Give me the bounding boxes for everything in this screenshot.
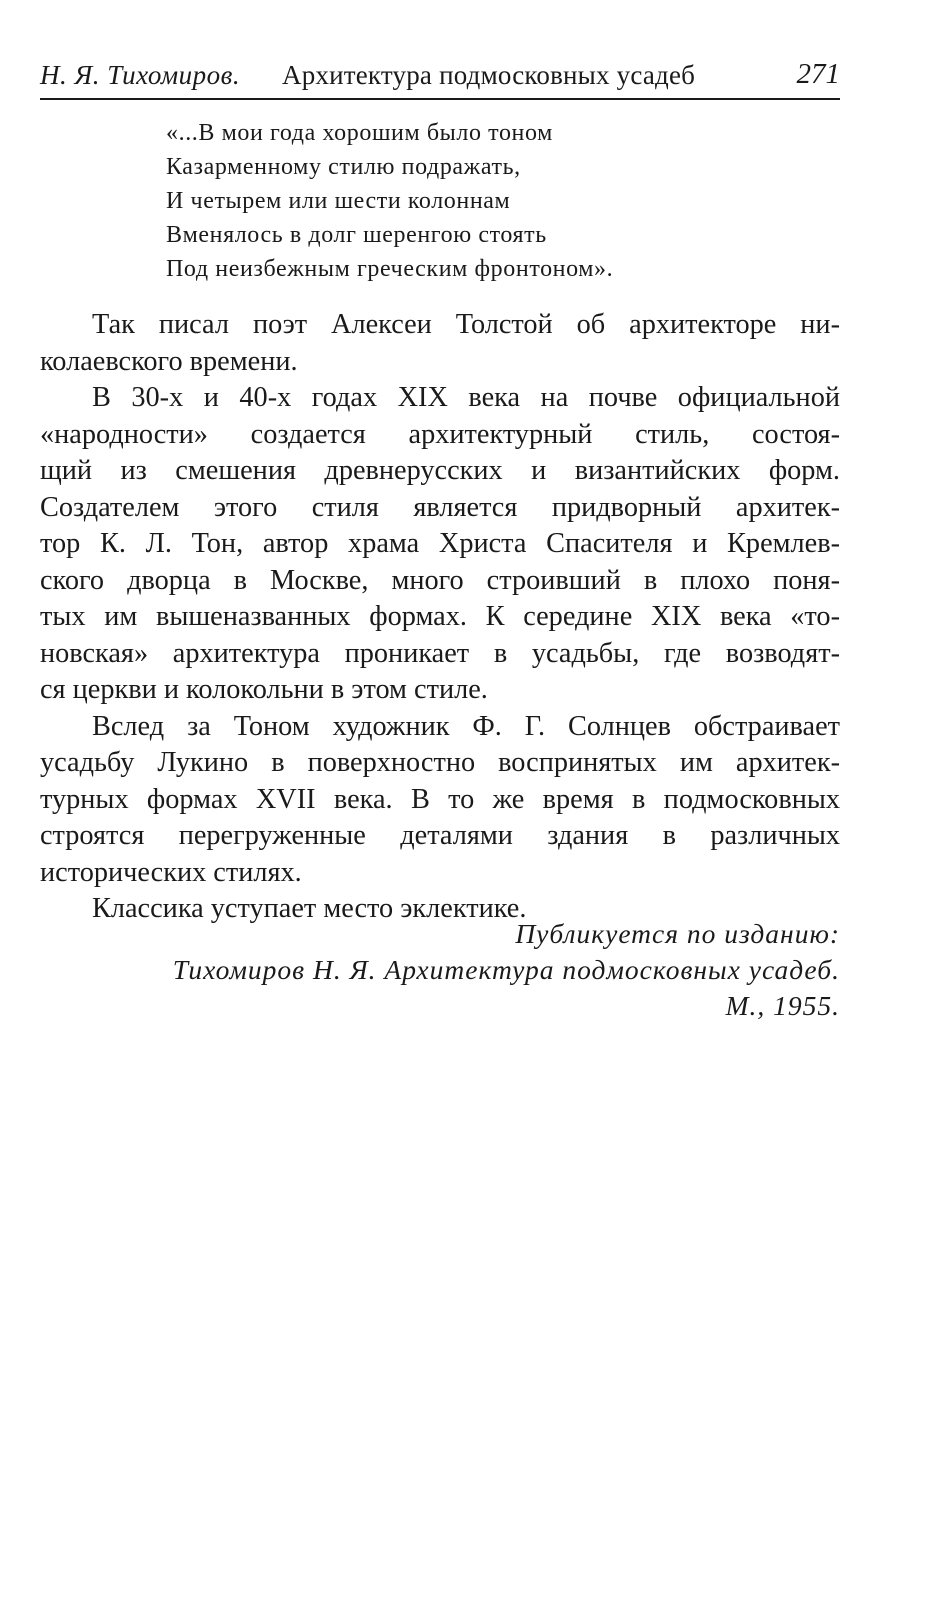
text-line: Создателем этого стиля является придворный архитек-: [40, 491, 840, 523]
paragraph-2: [40, 380, 840, 709]
header-author: Н. Я. Тихомиров.: [40, 60, 241, 90]
text-line: «народности» создается архитектурный стиль, состоя-: [40, 418, 840, 450]
verse-line: И четырем или шести колоннам: [166, 188, 511, 214]
running-header: [40, 58, 840, 100]
text-line: колаевского времени.: [40, 345, 298, 377]
text-line: Классика уступает место эклектике.: [92, 893, 527, 924]
text-line: новская» архитектура проникает в усадьбы, где возводят-: [40, 637, 840, 669]
text-line: ся церкви и колокольни в этом стиле.: [40, 674, 488, 705]
paragraph-3: [40, 709, 840, 892]
source-citation: [40, 916, 840, 1024]
text-line: исторических стилях.: [40, 856, 302, 888]
text-line: В 30-х и 40-х годах XIX века на почве официальной: [92, 382, 840, 413]
text-line: щий из смешения древнерусских и византийских форм.: [40, 455, 840, 486]
text-line: Так писал поэт Алексеи Толстой об архитекторе ни-: [92, 309, 840, 340]
text-line: турных формах XVII века. В то же время в подмосковных: [40, 783, 840, 815]
paragraph-1: [40, 307, 840, 380]
verse-line: «...В мои года хорошим было тоном: [166, 120, 553, 146]
verse-quote: [166, 116, 806, 286]
text-line: тор К. Л. Тон, автор храма Христа Спасителя и Кремлев-: [40, 528, 840, 559]
verse-line: Казарменному стилю подражать,: [166, 154, 521, 180]
body-text: [40, 307, 840, 928]
text-line: ского дворца в Москве, много строивший в плохо поня-: [40, 564, 840, 596]
header-book-title: Архитектура подмосковных усадеб: [282, 60, 696, 90]
source-line: М., 1955.: [725, 990, 840, 1021]
text-line: усадьбу Лукино в поверхностно воспринятых им архитек-: [40, 747, 840, 778]
page-number: 271: [796, 58, 840, 90]
verse-line: Вменялось в долг шеренгою стоять: [166, 222, 547, 248]
text-line: Вслед за Тоном художник Ф. Г. Солнцев обстраивает: [92, 710, 840, 742]
source-line: Публикуется по изданию:: [515, 918, 840, 949]
text-line: строятся перегруженные деталями здания в различных: [40, 820, 840, 851]
text-line: тых им вышеназванных формах. К середине XIX века «то-: [40, 601, 840, 632]
verse-line: Под неизбежным греческим фронтоном».: [166, 256, 614, 282]
source-line: Тихомиров Н. Я. Архитектура подмосковных усадеб.: [172, 954, 840, 985]
